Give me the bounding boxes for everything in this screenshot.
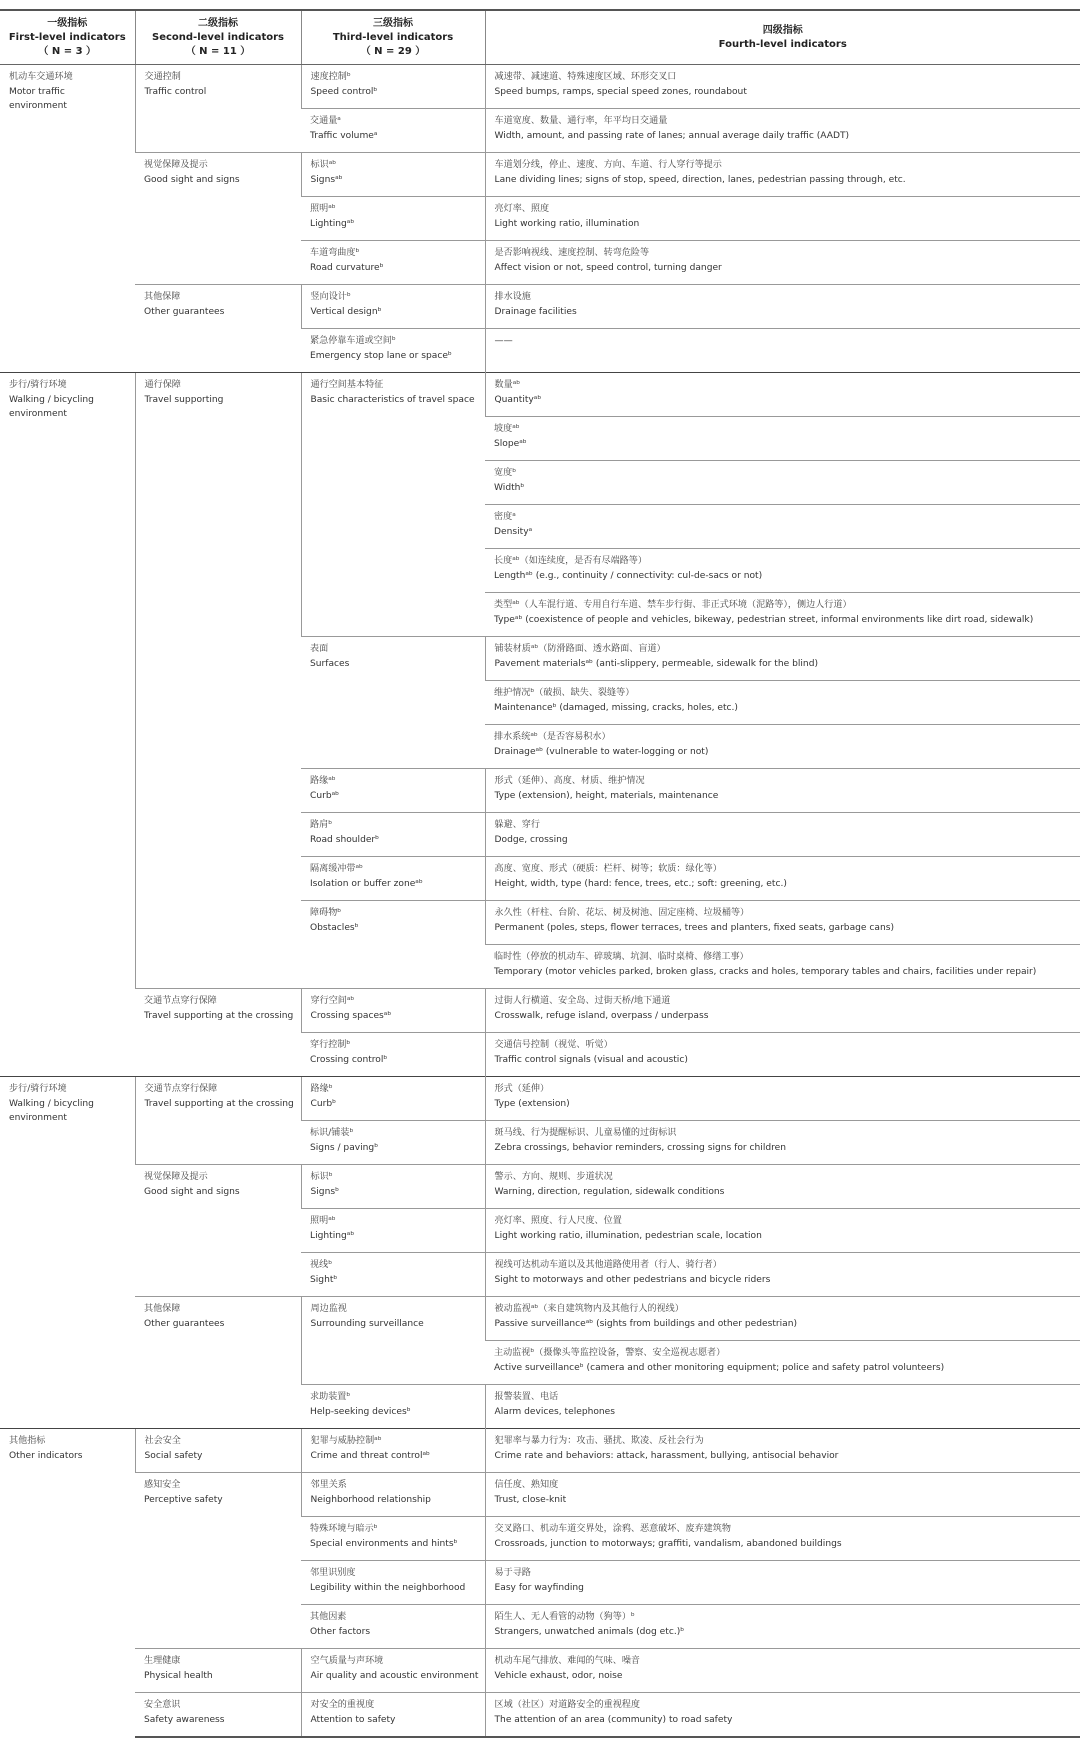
header-count: （ N = 11 ） [185, 45, 251, 57]
cell-text: 密度ᵃ [494, 512, 516, 522]
indicator-table [0, 9, 1080, 1738]
cell-text: 陌生人、无人看管的动物（狗等）ᵇ [494, 1612, 635, 1622]
cell-text: 通行空间基本特征 [310, 380, 384, 390]
table-cell [485, 1033, 1080, 1077]
table-cell [485, 1517, 1080, 1561]
cell-text: Type (extension), height, materials, maintenance [494, 790, 719, 801]
table-cell [485, 637, 1080, 681]
table-cell [135, 1077, 301, 1165]
cell-text: 交通量ᵃ [310, 116, 341, 126]
table-row [0, 1649, 1080, 1693]
table-cell [485, 1429, 1080, 1473]
table-cell [485, 1077, 1080, 1121]
header-en: Fourth-level indicators [718, 38, 847, 50]
cell-text: 交通节点穿行保障 [144, 1084, 218, 1094]
cell-text: 犯罪率与暴力行为：攻击、骚扰、欺凌、反社会行为 [494, 1436, 704, 1446]
table-cell [0, 373, 135, 1077]
cell-text: Width, amount, and passing rate of lanes; annual average daily traffic (AADT) [494, 130, 850, 141]
cell-text: 路肩ᵇ [310, 820, 333, 830]
cell-text: Obstaclesᵇ [310, 922, 359, 933]
table-row [0, 153, 1080, 197]
cell-text: Strangers, unwatched animals (dog etc.)ᵇ [494, 1626, 685, 1637]
table-cell [485, 945, 1080, 989]
cell-text: 标识ᵃᵇ [310, 160, 337, 170]
table-cell [301, 857, 485, 901]
cell-text: Road shoulderᵇ [310, 834, 380, 845]
cell-text: Light working ratio, illumination [494, 218, 640, 229]
cell-text: 视觉保障及提示 [144, 160, 208, 170]
cell-text: Light working ratio, illumination, pedestrian scale, location [494, 1230, 762, 1241]
cell-text: Motor traffic [9, 86, 65, 97]
cell-text: Good sight and signs [144, 1186, 240, 1197]
table-cell [485, 285, 1080, 329]
cell-text: 坡度ᵃᵇ [494, 424, 520, 434]
cell-text: 邻里识别度 [310, 1568, 356, 1578]
table-cell [301, 1649, 485, 1693]
header-en: First-level indicators [8, 31, 126, 43]
cell-text: 形式（延伸）、高度、材质、维护情况 [494, 776, 645, 786]
header-count: （ N = 29 ） [360, 45, 426, 57]
table-cell [301, 1385, 485, 1429]
cell-text: Easy for wayfinding [494, 1582, 584, 1593]
cell-text: Typeᵃᵇ (coexistence of people and vehicles, bikeway, pedestrian street, informal environments like dirt road, sidewalk) [494, 614, 1034, 625]
table-cell [485, 857, 1080, 901]
cell-text: Air quality and acoustic environment [310, 1670, 479, 1681]
table-row [0, 373, 1080, 417]
cell-text: 穿行控制ᵇ [310, 1040, 351, 1050]
cell-text: 步行/骑行环境 [9, 380, 67, 390]
table-row [0, 1693, 1080, 1738]
cell-text: 其他保障 [144, 292, 181, 302]
cell-text: Drainage facilities [494, 306, 577, 317]
table-cell [485, 417, 1080, 461]
cell-text: 维护情况ᵇ（破损、缺失、裂缝等） [494, 688, 635, 698]
header-zh: 二级指标 [198, 17, 238, 29]
table-row [0, 1473, 1080, 1517]
cell-text: 排水设施 [494, 292, 531, 302]
cell-text: 交通控制 [144, 72, 181, 82]
table-cell [485, 901, 1080, 945]
cell-text: Zebra crossings, behavior reminders, crossing signs for children [494, 1142, 787, 1153]
table-cell [135, 1649, 301, 1693]
cell-text: Other guarantees [144, 306, 225, 317]
cell-text: Crime and threat controlᵃᵇ [310, 1450, 430, 1461]
cell-text: Vehicle exhaust, odor, noise [494, 1670, 623, 1681]
cell-text: 数量ᵃᵇ [494, 380, 521, 390]
table-cell [485, 1253, 1080, 1297]
cell-text: 竖向设计ᵇ [310, 292, 351, 302]
table-cell [485, 153, 1080, 197]
table-cell [485, 1473, 1080, 1517]
header-en: Second-level indicators [152, 31, 284, 43]
table-cell [301, 1165, 485, 1209]
cell-text: Height, width, type (hard: fence, trees, etc.; soft: greening, etc.) [494, 878, 787, 889]
cell-text: environment [9, 101, 67, 111]
cell-text: Active surveillanceᵇ (camera and other monitoring equipment; police and safety patrol volunteers) [494, 1362, 945, 1373]
cell-text: 邻里关系 [310, 1480, 347, 1490]
table-cell [135, 989, 301, 1077]
cell-text: Other indicators [9, 1450, 83, 1461]
table-cell [0, 1077, 135, 1429]
table-cell [0, 65, 135, 373]
table-cell [301, 1209, 485, 1253]
cell-text: 警示、方向、规则、步道状况 [494, 1172, 613, 1182]
cell-text: Road curvatureᵇ [310, 262, 384, 273]
cell-text: The attention of an area (community) to road safety [494, 1714, 733, 1725]
cell-text: Type (extension) [494, 1098, 570, 1109]
table-cell [301, 637, 485, 769]
cell-text: Lightingᵃᵇ [310, 218, 355, 229]
cell-text: Speed bumps, ramps, special speed zones, roundabout [494, 86, 747, 97]
table-cell [485, 241, 1080, 285]
cell-text: 障碍物ᵇ [310, 908, 342, 918]
cell-text: Trust, close-knit [494, 1494, 567, 1505]
header-zh: 一级指标 [47, 17, 88, 29]
table-row [0, 1297, 1080, 1341]
table-row [0, 1165, 1080, 1209]
cell-text: 高度、宽度、形式（硬质：栏杆、树等；软质：绿化等） [494, 864, 722, 874]
table-cell [301, 285, 485, 329]
cell-text: Quantityᵃᵇ [494, 394, 542, 405]
cell-text: 其他因素 [310, 1612, 347, 1622]
cell-text: Vertical designᵇ [310, 306, 382, 317]
table-cell [485, 1649, 1080, 1693]
table-cell [485, 1341, 1080, 1385]
table-cell [135, 65, 301, 153]
cell-text: Walking / bicycling [9, 394, 94, 405]
cell-text: 永久性（杆柱、台阶、花坛、树及树池、固定座椅、垃圾桶等） [494, 908, 750, 918]
header-zh: 三级指标 [373, 17, 413, 29]
table-cell [301, 1077, 485, 1121]
table-row [0, 65, 1080, 109]
table-row [0, 989, 1080, 1033]
cell-text: 周边监视 [310, 1304, 347, 1314]
cell-text: Sightᵇ [310, 1274, 338, 1285]
table-cell [301, 1517, 485, 1561]
table-cell [485, 1385, 1080, 1429]
cell-text: 对安全的重视度 [310, 1700, 375, 1710]
table-row [0, 285, 1080, 329]
cell-text: 速度控制ᵇ [310, 72, 351, 82]
table-cell [301, 1121, 485, 1165]
cell-text: 被动监视ᵃᵇ（来自建筑物内及其他行人的视线） [494, 1304, 684, 1314]
cell-text: Speed controlᵇ [310, 86, 378, 97]
cell-text: Maintenanceᵇ (damaged, missing, cracks, holes, etc.) [494, 702, 738, 713]
cell-text: 照明ᵃᵇ [310, 1216, 336, 1226]
cell-text: Crossroads, junction to motorways; graffiti, vandalism, abandoned buildings [494, 1538, 842, 1549]
cell-text: Curbᵇ [310, 1098, 337, 1109]
cell-text: 机动车尾气排放、难闻的气味、噪音 [494, 1656, 641, 1666]
table-cell [135, 1693, 301, 1738]
cell-text: Other factors [310, 1626, 371, 1637]
cell-text: Safety awareness [144, 1714, 225, 1725]
table-cell [301, 1605, 485, 1649]
cell-text: —— [494, 336, 513, 346]
cell-text: 亮灯率、照度、行人尺度、位置 [494, 1216, 622, 1226]
table-cell [485, 813, 1080, 857]
table-cell [301, 1693, 485, 1738]
cell-text: 区域（社区）对道路安全的重视程度 [494, 1700, 641, 1710]
cell-text: Crime rate and behaviors: attack, harassment, bullying, antisocial behavior [494, 1450, 839, 1461]
table-cell [135, 1429, 301, 1473]
table-cell [485, 1209, 1080, 1253]
table-cell [485, 1561, 1080, 1605]
cell-text: Densityᵃ [494, 526, 533, 537]
table-cell [301, 769, 485, 813]
cell-text: 表面 [310, 644, 329, 654]
table-cell [301, 1561, 485, 1605]
header-fourth-level [485, 10, 1080, 65]
cell-text: Social safety [144, 1450, 203, 1461]
cell-text: Walking / bicycling [9, 1098, 94, 1109]
cell-text: Pavement materialsᵃᵇ (anti-slippery, permeable, sidewalk for the blind) [494, 658, 819, 669]
cell-text: 社会安全 [144, 1436, 181, 1446]
cell-text: 标识/铺装ᵇ [310, 1128, 354, 1138]
cell-text: 求助装置ᵇ [310, 1392, 351, 1402]
cell-text: Traffic control [144, 86, 207, 97]
table-row [0, 1077, 1080, 1121]
table-cell [301, 329, 485, 373]
cell-text: 长度ᵃᵇ（如连续度，是否有尽端路等） [494, 556, 647, 566]
cell-text: Neighborhood relationship [310, 1494, 431, 1505]
cell-text: 信任度、熟知度 [494, 1480, 559, 1490]
cell-text: Legibility within the neighborhood [310, 1582, 466, 1593]
table-cell [135, 1165, 301, 1297]
cell-text: Perceptive safety [144, 1494, 223, 1505]
table-cell [301, 197, 485, 241]
cell-text: 隔离缓冲带ᵃᵇ [310, 864, 363, 874]
cell-text: 视线ᵇ [310, 1260, 333, 1270]
table-cell [301, 373, 485, 637]
cell-text: Permanent (poles, steps, flower terraces, trees and planters, fixed seats, garbage cans) [494, 922, 895, 933]
table-cell [301, 989, 485, 1033]
table-cell [135, 1473, 301, 1649]
table-cell [301, 153, 485, 197]
cell-text: 安全意识 [144, 1700, 181, 1710]
cell-text: 宽度ᵇ [494, 468, 517, 478]
table-cell [485, 549, 1080, 593]
header-zh: 四级指标 [762, 24, 803, 36]
cell-text: Attention to safety [310, 1714, 396, 1725]
table-cell [135, 285, 301, 373]
cell-text: Surrounding surveillance [310, 1318, 424, 1329]
cell-text: 生理健康 [144, 1656, 181, 1666]
table-cell [301, 901, 485, 989]
cell-text: Travel supporting at the crossing [144, 1098, 294, 1109]
table-cell [485, 197, 1080, 241]
cell-text: Signsᵃᵇ [310, 174, 343, 185]
cell-text: 车道划分线，停止、速度、方向、车道、行人穿行等提示 [494, 160, 722, 170]
table-cell [135, 373, 301, 989]
table-cell [485, 373, 1080, 417]
cell-text: Affect vision or not, speed control, turning danger [494, 262, 722, 273]
table-cell [485, 505, 1080, 549]
table-cell [485, 681, 1080, 725]
table-body [0, 65, 1080, 1738]
cell-text: Help-seeking devicesᵇ [310, 1406, 411, 1417]
table-cell [485, 329, 1080, 373]
table-cell [485, 1605, 1080, 1649]
cell-text: 视线可达机动车道以及其他道路使用者（行人、骑行者） [494, 1260, 722, 1270]
cell-text: 视觉保障及提示 [144, 1172, 208, 1182]
cell-text: 其他保障 [144, 1304, 181, 1314]
cell-text: Crosswalk, refuge island, overpass / underpass [494, 1010, 709, 1021]
cell-text: 交通信号控制（视觉、听觉） [494, 1040, 613, 1050]
table-cell [301, 1253, 485, 1297]
cell-text: Crossing spacesᵃᵇ [310, 1010, 392, 1021]
table-cell [485, 593, 1080, 637]
cell-text: Travel supporting [144, 394, 224, 405]
table-cell [485, 1121, 1080, 1165]
table-cell [135, 153, 301, 285]
header-count: （ N = 3 ） [38, 45, 97, 57]
table-cell [301, 1033, 485, 1077]
cell-text: 紧急停靠车道或空间ᵇ [310, 336, 396, 346]
cell-text: Lengthᵃᵇ (e.g., continuity / connectivity: cul-de-sacs or not) [494, 570, 763, 581]
cell-text: Curbᵃᵇ [310, 790, 340, 801]
cell-text: 路缘ᵇ [310, 1084, 333, 1094]
cell-text: Alarm devices, telephones [494, 1406, 616, 1417]
cell-text: Special environments and hintsᵇ [310, 1538, 458, 1549]
cell-text: Signsᵇ [310, 1186, 339, 1197]
table-cell [301, 1429, 485, 1473]
table-cell [485, 1165, 1080, 1209]
cell-text: 斑马线、行为提醒标识、儿童易懂的过街标识 [494, 1128, 677, 1138]
cell-text: 通行保障 [144, 380, 181, 390]
cell-text: 形式（延伸） [494, 1084, 550, 1094]
cell-text: 临时性（停放的机动车、碎玻璃、坑洞、临时桌椅、修缮工事） [494, 952, 749, 962]
table-cell [485, 1693, 1080, 1738]
table-cell [485, 65, 1080, 109]
cell-text: 交叉路口、机动车道交界处，涂鸦、恶意破坏、废弃建筑物 [494, 1524, 731, 1534]
cell-text: Drainageᵃᵇ (vulnerable to water-logging or not) [494, 746, 709, 757]
table-cell [485, 769, 1080, 813]
table-cell [301, 241, 485, 285]
cell-text: 铺装材质ᵃᵇ（防滑路面、透水路面、盲道） [494, 644, 666, 654]
cell-text: 标识ᵇ [310, 1172, 333, 1182]
cell-text: 排水系统ᵃᵇ（是否容易积水） [494, 732, 611, 742]
cell-text: 感知安全 [144, 1480, 181, 1490]
table-cell [301, 813, 485, 857]
cell-text: Traffic volumeᵃ [310, 130, 378, 141]
cell-text: 交通节点穿行保障 [144, 996, 217, 1006]
cell-text: Warning, direction, regulation, sidewalk conditions [494, 1186, 725, 1197]
cell-text: 其他指标 [9, 1436, 46, 1446]
cell-text: Isolation or buffer zoneᵃᵇ [310, 878, 423, 889]
cell-text: Temporary (motor vehicles parked, broken glass, cracks and holes, temporary tables and chairs, facilities under repair) [494, 966, 1037, 977]
cell-text: 主动监视ᵇ（摄像头等监控设备，警察、安全巡视志愿者） [494, 1348, 726, 1358]
cell-text: 步行/骑行环境 [9, 1084, 67, 1094]
cell-text: Crossing controlᵇ [310, 1054, 388, 1065]
header-first-level [0, 10, 135, 65]
cell-text: 减速带、减速道、特殊速度区域、环形交叉口 [494, 72, 677, 82]
cell-text: 车道弯曲度ᵇ [310, 248, 360, 258]
cell-text: Sight to motorways and other pedestrians and bicycle riders [494, 1274, 771, 1285]
table-cell [485, 1297, 1080, 1341]
cell-text: 路缘ᵃᵇ [310, 776, 336, 786]
cell-text: Dodge, crossing [494, 834, 568, 845]
cell-text: 躲避、穿行 [494, 820, 540, 830]
cell-text: 过街人行横道、安全岛、过街天桥/地下通道 [494, 996, 671, 1006]
table-cell [485, 461, 1080, 505]
header-row [0, 10, 1080, 65]
table-cell [301, 65, 485, 109]
cell-text: environment [9, 409, 67, 419]
cell-text: 是否影响视线、速度控制、转弯危险等 [494, 248, 650, 258]
cell-text: Travel supporting at the crossing [144, 1010, 294, 1021]
cell-text: 类型ᵃᵇ（人车混行道、专用自行车道、禁车步行街、非正式环境（泥路等），侧边人行道） [494, 600, 852, 610]
table-cell [485, 989, 1080, 1033]
cell-text: 易于寻路 [494, 1568, 531, 1578]
cell-text: 特殊环境与暗示ᵇ [310, 1524, 378, 1534]
cell-text: Traffic control signals (visual and acoustic) [494, 1054, 688, 1065]
cell-text: 亮灯率、照度 [494, 204, 550, 214]
cell-text: 机动车交通环境 [9, 72, 73, 82]
cell-text: Lane dividing lines; signs of stop, speed, direction, lanes, pedestrian passing through, etc. [494, 174, 906, 185]
cell-text: Widthᵇ [494, 482, 525, 493]
table-cell [0, 1429, 135, 1738]
cell-text: 车道宽度、数量、通行率，年平均日交通量 [494, 116, 668, 126]
cell-text: 照明ᵃᵇ [310, 204, 336, 214]
cell-text: Emergency stop lane or spaceᵇ [310, 350, 452, 361]
cell-text: Good sight and signs [144, 174, 240, 185]
table-cell [301, 109, 485, 153]
cell-text: 报警装置、电话 [494, 1392, 559, 1402]
cell-text: Other guarantees [144, 1318, 225, 1329]
table-cell [301, 1297, 485, 1385]
header-en: Third-level indicators [332, 31, 454, 43]
cell-text: Surfaces [310, 658, 350, 669]
table-cell [301, 1473, 485, 1517]
cell-text: Passive surveillanceᵃᵇ (sights from buildings and other pedestrian) [494, 1318, 798, 1329]
header-second-level [135, 10, 301, 65]
cell-text: Basic characteristics of travel space [310, 394, 475, 405]
cell-text: Slopeᵃᵇ [494, 438, 527, 449]
table-cell [485, 109, 1080, 153]
cell-text: 空气质量与声环境 [310, 1656, 384, 1666]
table-cell [485, 725, 1080, 769]
table-row [0, 1429, 1080, 1473]
cell-text: 犯罪与威胁控制ᵃᵇ [310, 1436, 382, 1446]
cell-text: 穿行空间ᵃᵇ [310, 996, 355, 1006]
cell-text: environment [9, 1113, 67, 1123]
table-cell [135, 1297, 301, 1429]
cell-text: Signs / pavingᵇ [310, 1142, 379, 1153]
cell-text: Lightingᵃᵇ [310, 1230, 355, 1241]
header-third-level [301, 10, 485, 65]
cell-text: Physical health [144, 1670, 213, 1681]
